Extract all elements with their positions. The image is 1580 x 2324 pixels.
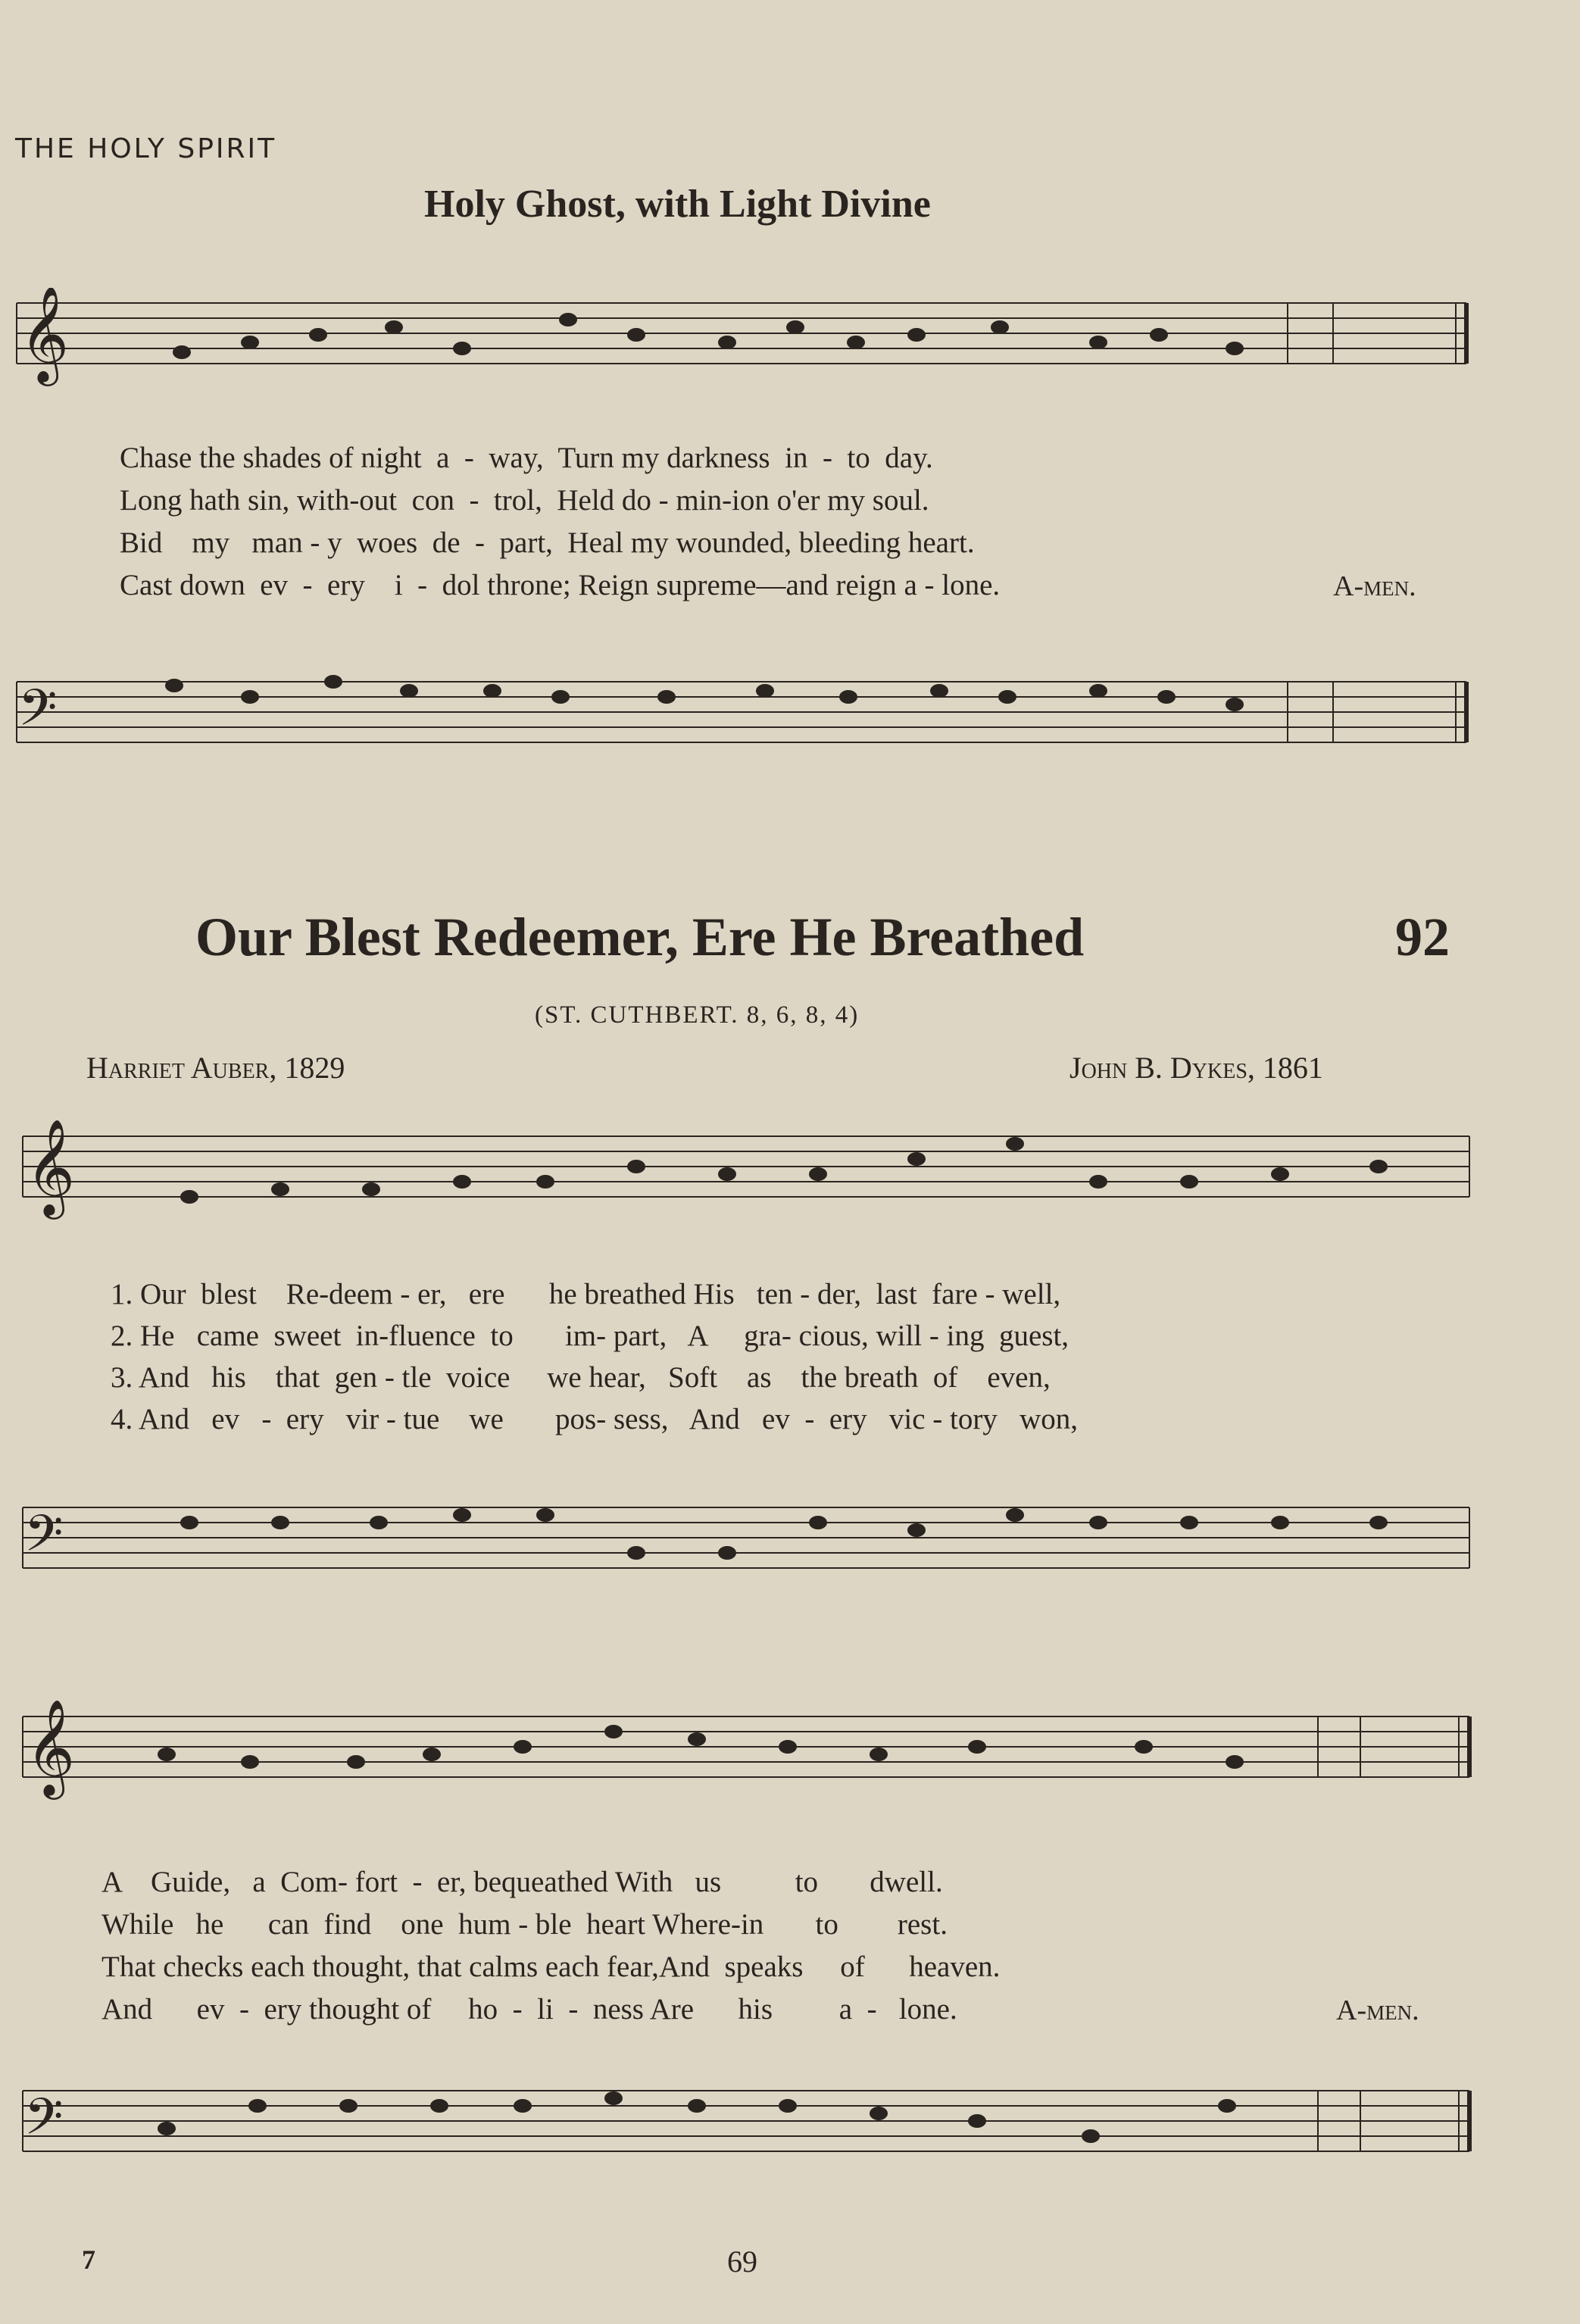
- lyric-line: That checks each thought, that calms each fear,And speaks of heaven.: [101, 1951, 1001, 1983]
- svg-text:𝄢: 𝄢: [24, 2091, 64, 2157]
- svg-text:𝄞: 𝄞: [26, 1701, 76, 1794]
- amen-label: A-men.: [1333, 570, 1416, 602]
- music-staff-bass: [0, 2060, 1580, 2197]
- signature-mark: 7: [82, 2244, 95, 2275]
- lyric-line: While he can find one hum - ble heart Where-in to rest.: [101, 1908, 948, 1941]
- lyric-line: And ev - ery thought of ho - li - ness Are his a - lone.: [101, 1993, 957, 2026]
- lyric-line: A Guide, a Com- fort - er, bequeathed With us to dwell.: [101, 1866, 943, 1898]
- lyric-line: Cast down ev - ery i - dol throne; Reign supreme—and reign a - lone.: [120, 569, 1001, 601]
- music-staff-treble: [0, 1694, 1580, 1815]
- section-label: THE HOLY SPIRIT: [15, 133, 277, 164]
- composer-credit: John B. Dykes, 1861: [1069, 1051, 1323, 1085]
- lyric-line: 3. And his that gen - tle voice we hear, Soft as the breath of even,: [111, 1361, 1051, 1394]
- music-staff-bass: [0, 1477, 1580, 1613]
- amen-label: A-men.: [1336, 1994, 1419, 2026]
- tune-name: (ST. CUTHBERT. 8, 6, 8, 4): [535, 1001, 860, 1029]
- lyric-line: 2. He came sweet in-fluence to im- part, A gra- cious, will - ing guest,: [111, 1320, 1069, 1352]
- hymn-title: Our Blest Redeemer, Ere He Breathed: [195, 907, 1085, 967]
- svg-text:𝄞: 𝄞: [26, 1121, 76, 1214]
- lyric-line: Bid my man - y woes de - part, Heal my wounded, bleeding heart.: [120, 526, 975, 559]
- hymn-title: Holy Ghost, with Light Divine: [424, 183, 931, 226]
- lyric-line: Long hath sin, with-out con - trol, Held do - min-ion o'er my soul.: [120, 484, 929, 517]
- svg-text:𝄞: 𝄞: [20, 288, 70, 380]
- lyric-line: 4. And ev - ery vir - tue we pos- sess, And ev - ery vic - tory won,: [111, 1403, 1079, 1435]
- music-staff-bass: [0, 651, 1580, 788]
- author-credit: Harriet Auber, 1829: [86, 1051, 345, 1085]
- svg-text:𝄢: 𝄢: [18, 682, 58, 748]
- music-staff-treble: [0, 288, 1580, 409]
- music-staff-treble: [0, 1114, 1580, 1235]
- lyric-line: Chase the shades of night a - way, Turn my darkness in - to day.: [120, 442, 933, 474]
- page-number: 69: [727, 2244, 757, 2279]
- svg-text:𝄢: 𝄢: [24, 1507, 64, 1574]
- hymn-number: 92: [1395, 907, 1450, 967]
- lyric-line: 1. Our blest Re-deem - er, ere he breathed His ten - der, last fare - well,: [111, 1278, 1061, 1310]
